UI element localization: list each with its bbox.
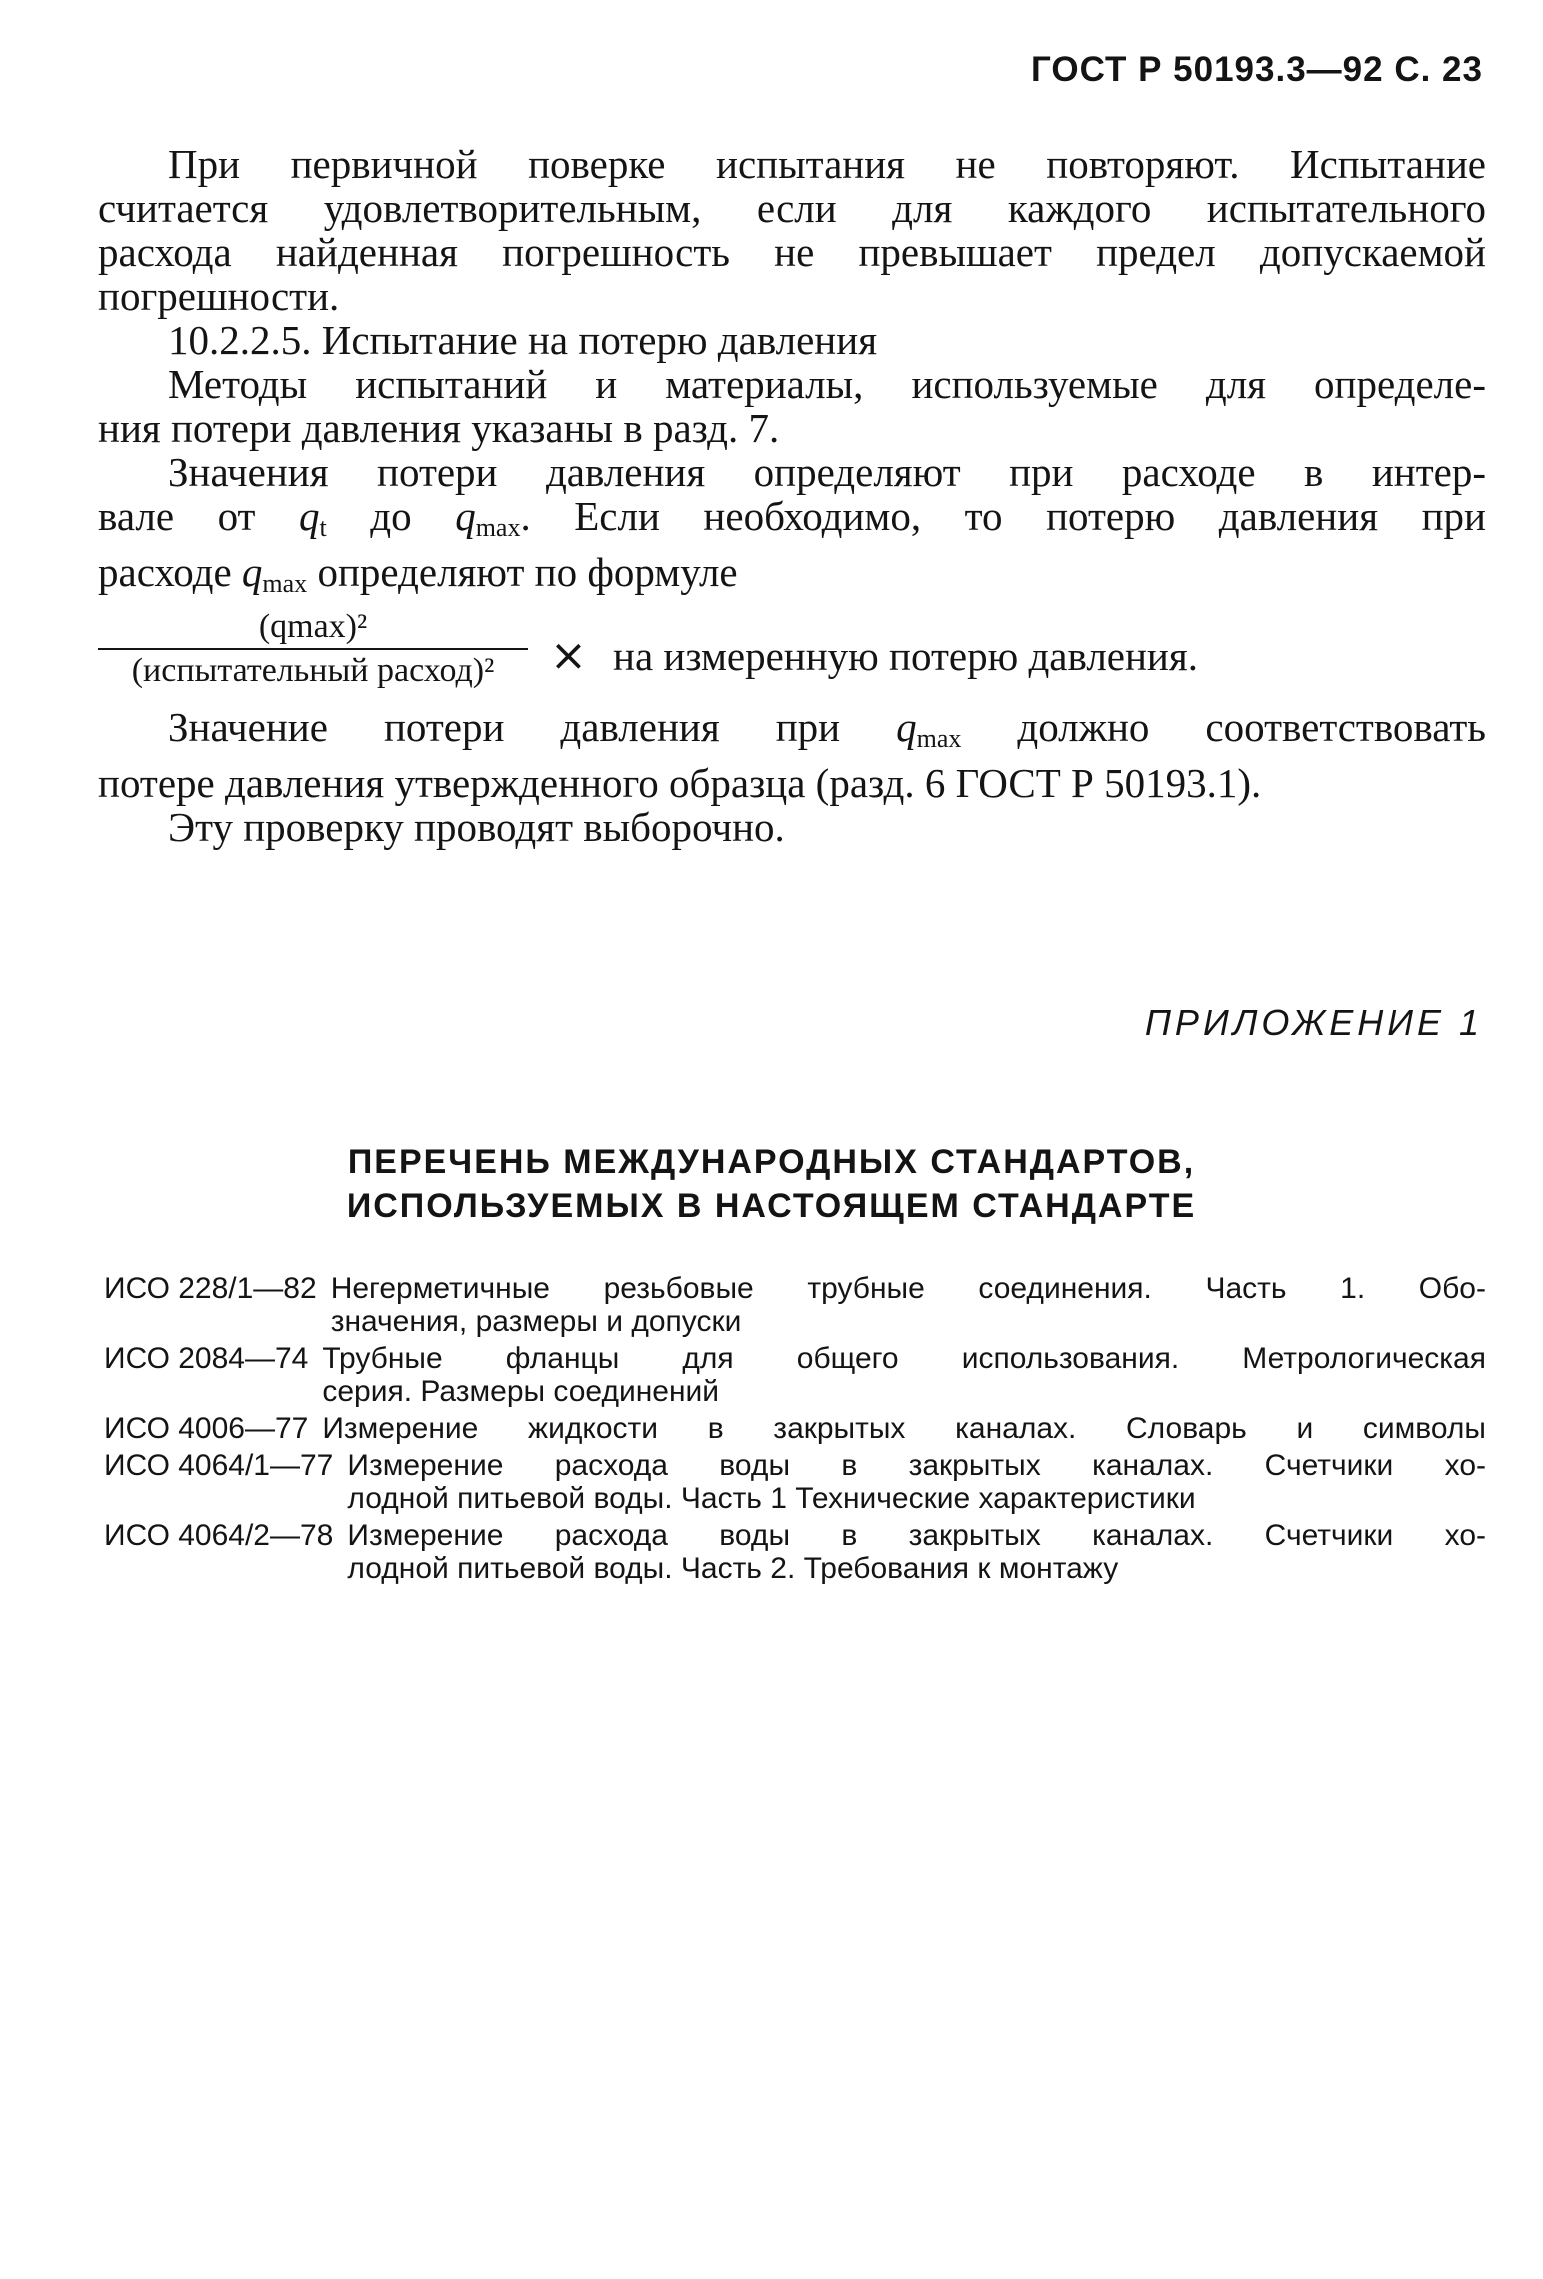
variable-q: q — [896, 704, 917, 750]
description-line: Измерение расхода воды в закрытых каналах. Счетчики хо- — [347, 1519, 1486, 1552]
standard-description — [347, 1519, 1486, 1585]
multiply-sign: × — [550, 630, 587, 681]
standard-code: ИСО 228/1—82 — [104, 1272, 317, 1305]
paragraph-line: ния потери давления указаны в разд. 7. — [98, 405, 780, 451]
subscript: t — [319, 513, 327, 542]
paragraph-line: Значения потери давления определяют при расходе в интер- — [168, 449, 1486, 495]
paragraph-line — [98, 705, 1486, 761]
text-run: расходе — [98, 549, 242, 595]
text-run: вале от — [98, 493, 299, 539]
list-item — [104, 1342, 1486, 1408]
list-item — [104, 1519, 1486, 1585]
appendix-label: ПРИЛОЖЕНИЕ 1 — [1144, 1002, 1483, 1043]
paragraph-line: потере давления утвержденного образца (разд. 6 ГОСТ Р 50193.1). — [98, 760, 1262, 806]
subscript: max — [916, 724, 962, 753]
standard-description — [322, 1412, 1486, 1445]
standard-code: ИСО 2084—74 — [104, 1342, 309, 1375]
paragraph-line: погрешности. — [98, 273, 340, 319]
fraction — [98, 608, 528, 690]
paragraph-line: расхода найденная погрешность не превышает предел допускаемой — [98, 229, 1486, 275]
paragraph-line: считается удовлетворительным, если для каждого испытательного — [98, 185, 1486, 231]
standard-code: ИСО 4006—77 — [104, 1412, 309, 1445]
paragraph-line: Эту проверку проводят выборочно. — [168, 804, 785, 850]
text-run: определяют по формуле — [307, 549, 738, 595]
paragraph-line — [98, 494, 1486, 550]
standard-description — [331, 1272, 1486, 1338]
fraction-bar — [98, 648, 528, 650]
standard-description — [322, 1342, 1486, 1408]
description-line: Негерметичные резьбовые трубные соединения. Часть 1. Обо- — [330, 1272, 1486, 1305]
paragraph-block-1 — [98, 142, 1486, 606]
subscript: max — [262, 569, 308, 598]
description-line: Измерение жидкости в закрытых каналах. Словарь и символы — [322, 1412, 1486, 1445]
list-item — [104, 1412, 1486, 1445]
description-line: лодной питьевой воды. Часть 1 Технические характеристики — [347, 1482, 1196, 1515]
list-item — [104, 1272, 1486, 1338]
text-run: до — [326, 493, 456, 539]
description-line: лодной питьевой воды. Часть 2. Требования к монтажу — [347, 1552, 1119, 1585]
variable-q: q — [241, 549, 263, 595]
description-line: серия. Размеры соединений — [322, 1375, 720, 1408]
text-run: должно соответствовать — [961, 704, 1486, 750]
description-line: Измерение расхода воды в закрытых каналах. Счетчики хо- — [347, 1449, 1486, 1482]
subscript: max — [475, 513, 521, 542]
standard-code: ИСО 4064/1—77 — [104, 1449, 334, 1482]
standard-description — [347, 1449, 1486, 1515]
paragraph-block-2 — [98, 705, 1486, 849]
section-heading: 10.2.2.5. Испытание на потерю давления — [168, 317, 878, 363]
list-item — [104, 1449, 1486, 1515]
formula-trailing-text: на измеренную потерю давления. — [613, 633, 1198, 679]
description-line: Трубные фланцы для общего использования. Метрологическая — [322, 1342, 1486, 1375]
variable-q: q — [455, 493, 476, 539]
text-run: Значение потери давления при — [168, 704, 897, 750]
fraction-denominator: (испытательный расход)² — [131, 652, 495, 689]
paragraph-line: Методы испытаний и материалы, используемые для определе- — [168, 361, 1486, 407]
description-line: значения, размеры и допуски — [330, 1305, 742, 1338]
standards-list — [104, 1272, 1486, 1589]
standard-code: ИСО 4064/2—78 — [104, 1519, 334, 1552]
paragraph-line: При первичной поверке испытания не повторяют. Испытание — [168, 141, 1486, 187]
text-run: . Если необходимо, то потерю давления при — [520, 493, 1486, 539]
appendix-title — [0, 1140, 1543, 1228]
appendix-title-line: ИСПОЛЬЗУЕМЫХ В НАСТОЯЩЕМ СТАНДАРТЕ — [346, 1187, 1197, 1225]
fraction-numerator: (qmax)² — [258, 608, 368, 645]
appendix-title-line: ПЕРЕЧЕНЬ МЕЖДУНАРОДНЫХ СТАНДАРТОВ, — [347, 1143, 1196, 1181]
variable-q: q — [299, 493, 320, 539]
formula — [98, 608, 1486, 698]
running-header: ГОСТ Р 50193.3—92 С. 23 — [1030, 50, 1483, 89]
paragraph-line — [98, 550, 1486, 606]
